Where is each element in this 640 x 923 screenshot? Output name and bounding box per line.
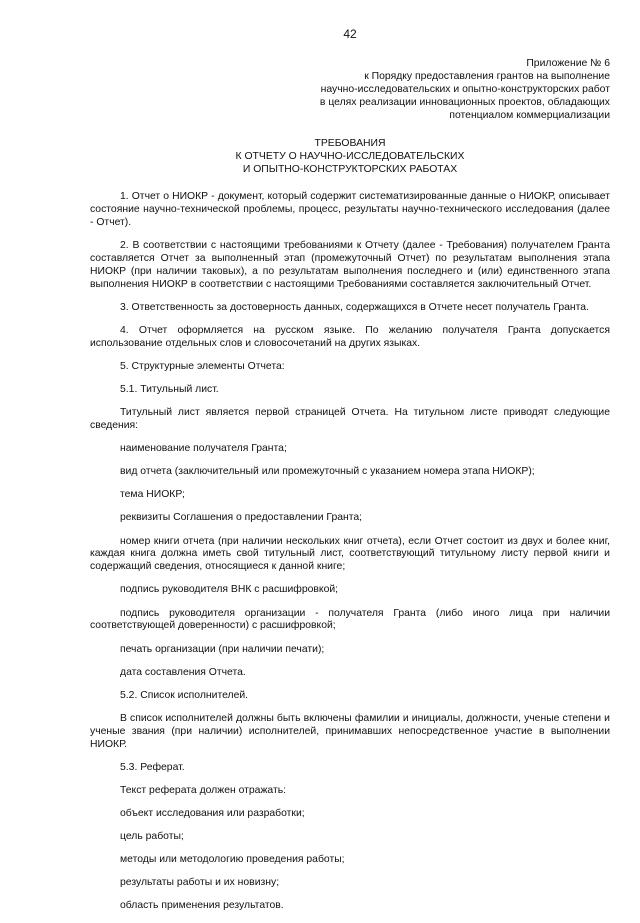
document-title	[90, 138, 610, 177]
appendix-line: в целях реализации инновационных проектов, обладающих	[319, 96, 610, 108]
paragraph: В список исполнителей должны быть включены фамилии и инициалы, должности, ученые степени и ученые звания (при наличии) исполнителей, принимавших непосредственное участие в выполнении НИОКР.	[90, 712, 610, 750]
list-item: тема НИОКР;	[120, 489, 185, 501]
list-item: печать организации (при наличии печати);	[120, 643, 325, 655]
list-item: результаты работы и их новизну;	[120, 877, 280, 889]
page-number: 42	[343, 27, 357, 41]
appendix-line: Приложение № 6	[526, 57, 610, 69]
appendix-line: научно-исследовательских и опытно-конструкторских работ	[320, 83, 610, 95]
list-item: реквизиты Соглашения о предоставлении Гранта;	[120, 512, 363, 524]
paragraph: 1. Отчет о НИОКР - документ, который содержит систематизированные данные о НИОКР, описывает состояние научно-технической проблемы, процесс, результаты научно-технического исследования (далее - Отчет).	[90, 191, 610, 228]
paragraph: Текст реферата должен отражать:	[120, 784, 287, 796]
paragraph: Титульный лист является первой страницей Отчета. На титульном листе приводят следующие сведения:	[90, 407, 610, 432]
title-line: ТРЕБОВАНИЯ	[314, 138, 386, 150]
paragraph: 5.1. Титульный лист.	[120, 384, 219, 396]
list-item: вид отчета (заключительный или промежуточный с указанием номера этапа НИОКР);	[120, 466, 535, 478]
appendix-line: потенциалом коммерциализации	[449, 109, 610, 121]
list-item: подпись руководителя организации - получателя Гранта (либо иного лица при наличии соответствующей доверенности) с расшифровкой;	[90, 607, 610, 632]
list-item: цель работы;	[120, 831, 184, 842]
list-item: методы или методологию проведения работы;	[120, 854, 345, 866]
document-body	[90, 191, 610, 913]
paragraph: 3. Ответственность за достоверность данных, содержащихся в Отчете несет получатель Гранта.	[120, 301, 589, 313]
list-item: номер книги отчета (при наличии нескольких книг отчета), если Отчет состоит из двух и более книг, каждая книга должна иметь свой титульный лист, соответствующий титульному листу первой книги и содержащий сведения, относящиеся к данной книге;	[90, 535, 610, 573]
appendix-header	[90, 58, 610, 123]
paragraph: 5.3. Реферат.	[120, 761, 185, 773]
paragraph: 2. В соответствии с настоящими требованиями к Отчету (далее - Требования) получателем Гранта составляется Отчет за выполненный этап (промежуточный Отчет) по результатам выполнения этапа НИОКР (при наличии таковых), а по результатам выполнения последнего и (или) единственного этапа выполнения НИОКР в соответствии с настоящими Требованиями составляется заключительный Отчет.	[90, 240, 610, 290]
paragraph: 5.2. Список исполнителей.	[120, 689, 249, 701]
title-line: И ОПЫТНО-КОНСТРУКТОРСКИХ РАБОТАХ	[242, 164, 458, 176]
paragraph: 4. Отчет оформляется на русском языке. По желанию получателя Гранта допускается использование отдельных слов и словосочетаний на других языках.	[90, 324, 610, 349]
list-item: наименование получателя Гранта;	[120, 443, 287, 455]
appendix-line: к Порядку предоставления грантов на выполнение	[364, 70, 610, 82]
list-item: подпись руководителя ВНК с расшифровкой;	[120, 584, 339, 596]
title-line: К ОТЧЕТУ О НАУЧНО-ИССЛЕДОВАТЕЛЬСКИХ	[235, 151, 465, 163]
list-item: область применения результатов.	[120, 900, 284, 912]
list-item: дата составления Отчета.	[120, 666, 246, 678]
list-item: объект исследования или разработки;	[120, 807, 305, 819]
paragraph: 5. Структурные элементы Отчета:	[120, 360, 285, 372]
document-page	[90, 28, 610, 923]
